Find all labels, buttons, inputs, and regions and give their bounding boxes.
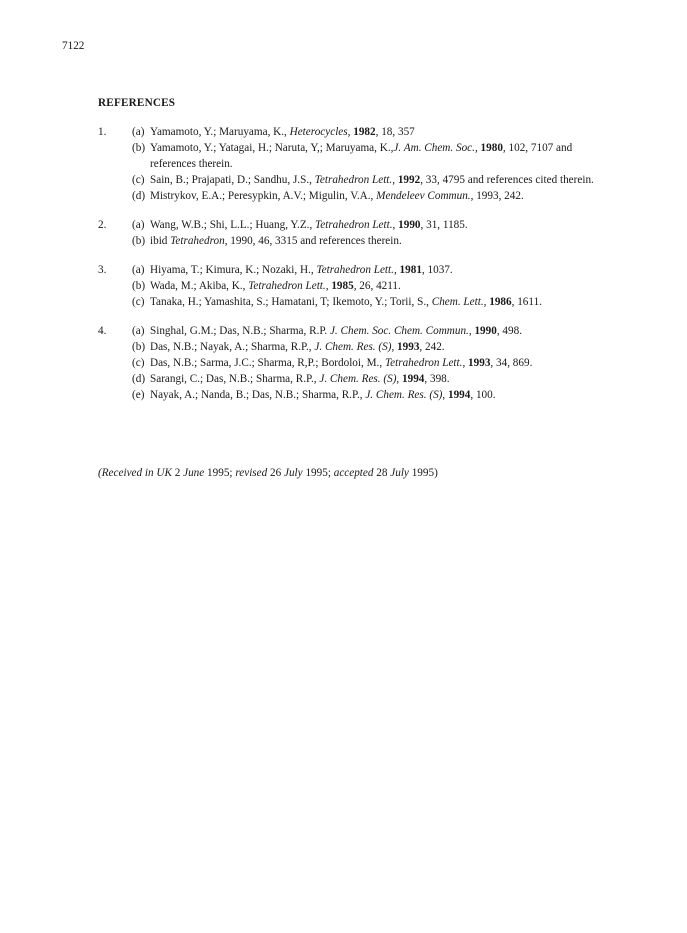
citation-text: Yamamoto, Y.; Maruyama, K., bbox=[150, 126, 290, 138]
entry-citation bbox=[150, 235, 402, 247]
reference-number: 3. bbox=[98, 264, 107, 276]
citation-source: Heterocycles, bbox=[289, 126, 351, 138]
entry-citation bbox=[150, 373, 450, 385]
citation-text: , 26, 4211. bbox=[353, 280, 401, 292]
citation-text: 2 bbox=[171, 467, 184, 479]
citation-year: 1980 bbox=[480, 142, 503, 154]
citation-text: , 498. bbox=[496, 325, 522, 337]
entry-citation bbox=[150, 389, 496, 401]
entry-citation bbox=[150, 264, 453, 276]
reference-entry bbox=[132, 188, 618, 204]
entry-label: (b) bbox=[132, 341, 146, 353]
citation-text: , bbox=[462, 357, 469, 369]
citation-text: ibid bbox=[150, 235, 171, 247]
citation-text: Tanaka, H.; Yamashita, S.; Hamatani, T; Ikemoto, Y.; Torii, S., bbox=[150, 296, 432, 308]
citation-text: , 34, 869. bbox=[490, 357, 533, 369]
citation-text: , bbox=[483, 296, 490, 308]
citation-year: 1994 bbox=[447, 389, 471, 401]
citation-text: , bbox=[391, 341, 398, 353]
citation-text: Das, N.B.; Nayak, A.; Sharma, R.P., bbox=[150, 341, 315, 353]
citation-source: Chem. Lett. bbox=[431, 296, 484, 308]
entry-citation bbox=[150, 174, 594, 186]
reference-entry bbox=[132, 172, 618, 188]
citation-text: 1995; bbox=[302, 467, 334, 479]
citation-text: , 31, 1185. bbox=[420, 219, 468, 231]
citation-text: , 1037. bbox=[421, 264, 453, 276]
citation-source: Mendeleev Commun. bbox=[376, 190, 471, 202]
citation-source: J. Chem. Res. (S) bbox=[314, 341, 392, 353]
citation-text: , bbox=[474, 142, 481, 154]
citation-text: , bbox=[392, 174, 398, 186]
references-heading: REFERENCES bbox=[98, 97, 176, 109]
reference-entry bbox=[132, 140, 618, 172]
citation-text: , 1611. bbox=[511, 296, 542, 308]
citation-text: Das, N.B.; Sarma, J.C.; Sharma, R,P.; Bordoloi, M., bbox=[150, 357, 385, 369]
entry-citation bbox=[150, 341, 445, 353]
citation-text: , 398. bbox=[424, 373, 450, 385]
citation-text: , bbox=[468, 325, 475, 337]
citation-source: July bbox=[284, 467, 303, 479]
entry-citation bbox=[150, 296, 542, 308]
entry-citation bbox=[150, 219, 468, 231]
citation-year: 1994 bbox=[402, 373, 425, 385]
citation-source: Tetrahedron Lett. bbox=[248, 280, 326, 292]
reference-item bbox=[98, 323, 618, 403]
citation-year: 1986 bbox=[489, 296, 512, 308]
citation-source: J. Chem. Res. (S) bbox=[319, 373, 397, 385]
citation-text: 26 bbox=[267, 467, 284, 479]
reference-entry bbox=[132, 323, 618, 339]
citation-source: accepted bbox=[333, 467, 374, 479]
reference-entries bbox=[132, 262, 618, 310]
reference-entry bbox=[132, 233, 618, 249]
citation-text: , 1990, 46, 3315 and references therein. bbox=[224, 235, 402, 247]
citation-text: , bbox=[325, 280, 332, 292]
citation-year: 1990 bbox=[474, 325, 497, 337]
entry-citation bbox=[150, 280, 401, 292]
citation-source: (Received in UK bbox=[98, 467, 172, 479]
citation-text: 1995; bbox=[204, 467, 236, 479]
citation-year: 1992 bbox=[397, 174, 421, 186]
page-number: 7122 bbox=[62, 40, 85, 52]
citation-year: 1982 bbox=[353, 126, 376, 138]
citation-source: J. Am. Chem. Soc. bbox=[393, 142, 475, 154]
reference-number: 4. bbox=[98, 325, 107, 337]
citation-text: , 100. bbox=[470, 389, 496, 401]
entry-label: (e) bbox=[132, 389, 145, 401]
entry-label: (d) bbox=[132, 190, 146, 202]
citation-year: 1985 bbox=[331, 280, 354, 292]
reference-item bbox=[98, 262, 618, 310]
received-note bbox=[98, 465, 438, 481]
reference-entry bbox=[132, 355, 618, 371]
entry-label: (a) bbox=[132, 325, 145, 337]
citation-text: Wada, M.; Akiba, K., bbox=[150, 280, 249, 292]
citation-year: 1981 bbox=[399, 264, 422, 276]
reference-entry bbox=[132, 217, 618, 233]
citation-text: Yamamoto, Y.; Yatagai, H.; Naruta, Y,; Maruyama, K., bbox=[150, 142, 394, 154]
citation-source: July bbox=[390, 467, 409, 479]
entry-citation bbox=[150, 126, 415, 138]
entry-label: (b) bbox=[132, 235, 146, 247]
reference-entry bbox=[132, 387, 618, 403]
entry-label: (d) bbox=[132, 373, 146, 385]
entry-label: (c) bbox=[132, 296, 145, 308]
reference-entries bbox=[132, 217, 618, 249]
citation-text: Hiyama, T.; Kimura, K.; Nozaki, H., bbox=[150, 264, 317, 276]
citation-text: , bbox=[396, 373, 403, 385]
reference-number: 2. bbox=[98, 219, 107, 231]
reference-item bbox=[98, 217, 618, 249]
citation-text: Nayak, A.; Nanda, B.; Das, N.B.; Sharma, R.P., bbox=[150, 389, 366, 401]
citation-text: Sain, B.; Prajapati, D.; Sandhu, J.S., bbox=[150, 174, 315, 186]
reference-entries bbox=[132, 323, 618, 403]
citation-text: 1995) bbox=[408, 467, 438, 479]
entry-label: (a) bbox=[132, 219, 145, 231]
citation-text: , 33, 4795 and references cited therein. bbox=[420, 174, 594, 186]
citation-source: Tetrahedron bbox=[170, 235, 225, 247]
entry-citation bbox=[150, 190, 524, 202]
entry-label: (a) bbox=[132, 126, 145, 138]
citation-source: June bbox=[183, 467, 205, 479]
citation-text: , 1993, 242. bbox=[470, 190, 524, 202]
citation-text: , 102, 7107 and references therein. bbox=[150, 142, 573, 170]
reference-entries bbox=[132, 124, 618, 204]
citation-source: revised bbox=[235, 467, 268, 479]
citation-text: , bbox=[392, 219, 399, 231]
citation-text: Singhal, G.M.; Das, N.B.; Sharma, R.P. bbox=[150, 325, 330, 337]
citation-source: Tetrahedron Lett. bbox=[315, 219, 393, 231]
reference-entry bbox=[132, 278, 618, 294]
reference-entry bbox=[132, 371, 618, 387]
reference-entry bbox=[132, 262, 618, 278]
entry-citation bbox=[150, 357, 532, 369]
reference-entry bbox=[132, 124, 618, 140]
citation-source: J. Chem. Res. (S) bbox=[365, 389, 443, 401]
reference-entry bbox=[132, 294, 618, 310]
citation-year: 1990 bbox=[398, 219, 421, 231]
citation-source: Tetrahedron Lett. bbox=[316, 264, 394, 276]
citation-text: Sarangi, C.; Das, N.B.; Sharma, R.P., bbox=[150, 373, 320, 385]
citation-text: Mistrykov, E.A.; Peresypkin, A.V.; Migulin, V.A., bbox=[150, 190, 377, 202]
citation-text: 28 bbox=[373, 467, 391, 479]
entry-citation bbox=[150, 325, 522, 337]
entry-label: (c) bbox=[132, 174, 145, 186]
citation-source: J. Chem. Soc. Chem. Commun. bbox=[329, 325, 469, 337]
entry-label: (b) bbox=[132, 280, 146, 292]
citation-year: 1993 bbox=[397, 341, 420, 353]
citation-year: 1993 bbox=[468, 357, 491, 369]
entry-label: (c) bbox=[132, 357, 145, 369]
reference-item bbox=[98, 124, 618, 204]
citation-text: Wang, W.B.; Shi, L.L.; Huang, Y.Z., bbox=[150, 219, 316, 231]
citation-text: , 18, 357 bbox=[375, 126, 415, 138]
citation-text: , bbox=[393, 264, 400, 276]
reference-list bbox=[98, 124, 618, 416]
entry-label: (a) bbox=[132, 264, 145, 276]
entry-citation bbox=[150, 142, 572, 170]
citation-source: Tetrahedron Lett. bbox=[384, 357, 463, 369]
citation-source: Tetrahedron Lett. bbox=[314, 174, 393, 186]
reference-number: 1. bbox=[98, 126, 107, 138]
entry-label: (b) bbox=[132, 142, 146, 154]
citation-text: , 242. bbox=[419, 341, 445, 353]
reference-entry bbox=[132, 339, 618, 355]
citation-text: , bbox=[442, 389, 448, 401]
